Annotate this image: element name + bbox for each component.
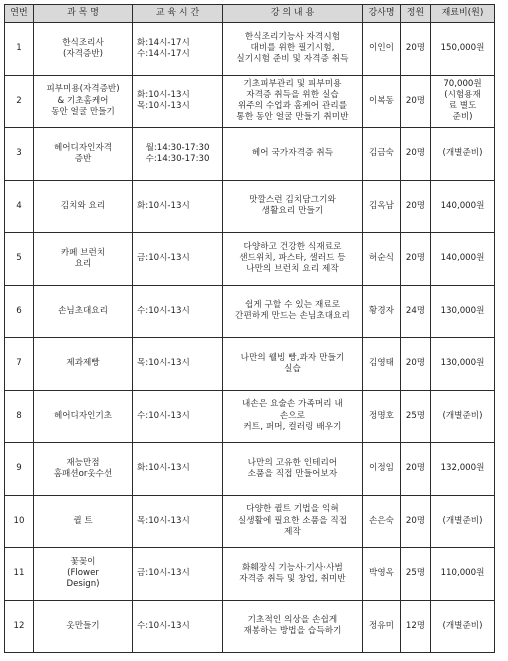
- cell-instructor: 박영옥: [363, 548, 401, 601]
- cell-time: 금:10시-13시: [133, 548, 223, 601]
- cell-instructor: 이인이: [363, 23, 401, 76]
- course-table-container: [4, 4, 495, 653]
- cell-instructor: 김영태: [363, 338, 401, 391]
- cell-capacity: 20명: [401, 443, 431, 496]
- cell-content: 다양하고 건강한 식재료로 샌드위치, 파스타, 샐러드 등 나만의 브런치 요리 제작: [223, 233, 363, 286]
- cell-capacity: 12명: [401, 600, 431, 653]
- table-row: [5, 495, 495, 548]
- cell-time: 수:10시-13시: [133, 390, 223, 443]
- cell-content: 다양한 퀼트 기법을 익혀 실생활에 필요한 소품을 직접 제작: [223, 495, 363, 548]
- cell-subject: 재능만점 홈패션or옷수선: [34, 443, 133, 496]
- course-schedule-table: [4, 4, 495, 653]
- cell-time: 수:10시-13시: [133, 600, 223, 653]
- cell-time: 목:10시-13시: [133, 338, 223, 391]
- cell-instructor: 이복동: [363, 75, 401, 128]
- header-time: 교 육 시 간: [133, 5, 223, 23]
- header-capacity: 정원: [401, 5, 431, 23]
- cell-time: 월:14:30-17:30 수:14:30-17:30: [133, 128, 223, 181]
- header-subject: 과 목 명: [34, 5, 133, 23]
- cell-no: 7: [5, 338, 34, 391]
- cell-content: 나만의 웰빙 빵,과자 만들기 실습: [223, 338, 363, 391]
- table-row: [5, 600, 495, 653]
- cell-subject: 피부미용(자격증반) & 기초홈케어 동안 얼굴 만들기: [34, 75, 133, 128]
- header-fee: 재료비(원): [431, 5, 495, 23]
- cell-time: 화:10시-13시: [133, 443, 223, 496]
- cell-subject: 헤어디자인기초: [34, 390, 133, 443]
- cell-capacity: 20명: [401, 338, 431, 391]
- cell-no: 8: [5, 390, 34, 443]
- cell-fee: 110,000원: [431, 548, 495, 601]
- cell-instructor: 손은숙: [363, 495, 401, 548]
- cell-subject: 한식조리사 (자격증반): [34, 23, 133, 76]
- table-row: [5, 23, 495, 76]
- cell-subject: 퀼 트: [34, 495, 133, 548]
- table-header-row: [5, 5, 495, 23]
- cell-fee: (개별준비): [431, 390, 495, 443]
- cell-instructor: 황경자: [363, 285, 401, 338]
- cell-time: 화:14시-17시 수:14시-17시: [133, 23, 223, 76]
- table-row: [5, 180, 495, 233]
- cell-fee: 70,000원 (시험용재 료 별도 준비): [431, 75, 495, 128]
- cell-time: 화:10시-13시 목:10시-13시: [133, 75, 223, 128]
- cell-no: 6: [5, 285, 34, 338]
- cell-capacity: 20명: [401, 75, 431, 128]
- table-row: [5, 233, 495, 286]
- cell-time: 수:10시-13시: [133, 285, 223, 338]
- cell-content: 나만의 고유한 인테리어 소품을 직접 만들어보자: [223, 443, 363, 496]
- cell-fee: (개별준비): [431, 495, 495, 548]
- cell-capacity: 20명: [401, 495, 431, 548]
- cell-instructor: 김옥남: [363, 180, 401, 233]
- header-no: 연번: [5, 5, 34, 23]
- table-row: [5, 443, 495, 496]
- table-row: [5, 128, 495, 181]
- header-content: 강 의 내 용: [223, 5, 363, 23]
- cell-subject: 제과제빵: [34, 338, 133, 391]
- cell-no: 3: [5, 128, 34, 181]
- cell-capacity: 25명: [401, 548, 431, 601]
- cell-fee: 130,000원: [431, 338, 495, 391]
- cell-no: 1: [5, 23, 34, 76]
- cell-no: 5: [5, 233, 34, 286]
- cell-fee: 130,000원: [431, 285, 495, 338]
- cell-no: 12: [5, 600, 34, 653]
- cell-time: 목:10시-13시: [133, 495, 223, 548]
- cell-content: 헤어 국가자격증 취득: [223, 128, 363, 181]
- cell-capacity: 20명: [401, 233, 431, 286]
- cell-fee: 150,000원: [431, 23, 495, 76]
- cell-subject: 김치와 요리: [34, 180, 133, 233]
- cell-content: 맛깔스런 김치담그기와 생활요리 만들기: [223, 180, 363, 233]
- cell-content: 한식조리기능사 자격시험 대비를 위한 필기시험, 실기시험 준비 및 자격증 취득: [223, 23, 363, 76]
- cell-subject: 손님초대요리: [34, 285, 133, 338]
- cell-fee: (개별준비): [431, 128, 495, 181]
- cell-capacity: 20명: [401, 23, 431, 76]
- cell-instructor: 정유미: [363, 600, 401, 653]
- cell-subject: 헤어디자인자격 증반: [34, 128, 133, 181]
- cell-instructor: 허순식: [363, 233, 401, 286]
- table-row: [5, 338, 495, 391]
- cell-no: 10: [5, 495, 34, 548]
- cell-fee: (개별준비): [431, 600, 495, 653]
- cell-time: 화:10시-13시: [133, 180, 223, 233]
- cell-subject: 꽃꽂이 (Flower Design): [34, 548, 133, 601]
- table-row: [5, 75, 495, 128]
- cell-no: 4: [5, 180, 34, 233]
- cell-capacity: 20명: [401, 128, 431, 181]
- cell-content: 쉽게 구할 수 있는 재료로 간편하게 만드는 손님초대요리: [223, 285, 363, 338]
- cell-fee: 140,000원: [431, 180, 495, 233]
- cell-content: 기초피부관리 및 피부미용 자격증 취득을 위한 실습 위주의 수업과 홈케어 관리를 통한 동안 얼굴 만들기 취미반: [223, 75, 363, 128]
- table-row: [5, 548, 495, 601]
- cell-subject: 카페 브런치 요리: [34, 233, 133, 286]
- table-row: [5, 285, 495, 338]
- cell-instructor: 김금숙: [363, 128, 401, 181]
- cell-capacity: 24명: [401, 285, 431, 338]
- cell-no: 2: [5, 75, 34, 128]
- cell-time: 금:10시-13시: [133, 233, 223, 286]
- cell-content: 화훼장식 기능사·기사·사범 자격증 취득 및 창업, 취미반: [223, 548, 363, 601]
- table-row: [5, 390, 495, 443]
- cell-content: 기초적인 의상을 손쉽게 재봉하는 방법을 습득하기: [223, 600, 363, 653]
- cell-no: 9: [5, 443, 34, 496]
- cell-fee: 140,000원: [431, 233, 495, 286]
- cell-capacity: 20명: [401, 180, 431, 233]
- header-instructor: 강사명: [363, 5, 401, 23]
- cell-instructor: 정명호: [363, 390, 401, 443]
- cell-no: 11: [5, 548, 34, 601]
- cell-subject: 옷만들기: [34, 600, 133, 653]
- cell-fee: 132,000원: [431, 443, 495, 496]
- cell-content: 내손은 요술손 가족머리 내 손으로 커트, 퍼머, 컬러링 배우기: [223, 390, 363, 443]
- cell-capacity: 25명: [401, 390, 431, 443]
- cell-instructor: 이정임: [363, 443, 401, 496]
